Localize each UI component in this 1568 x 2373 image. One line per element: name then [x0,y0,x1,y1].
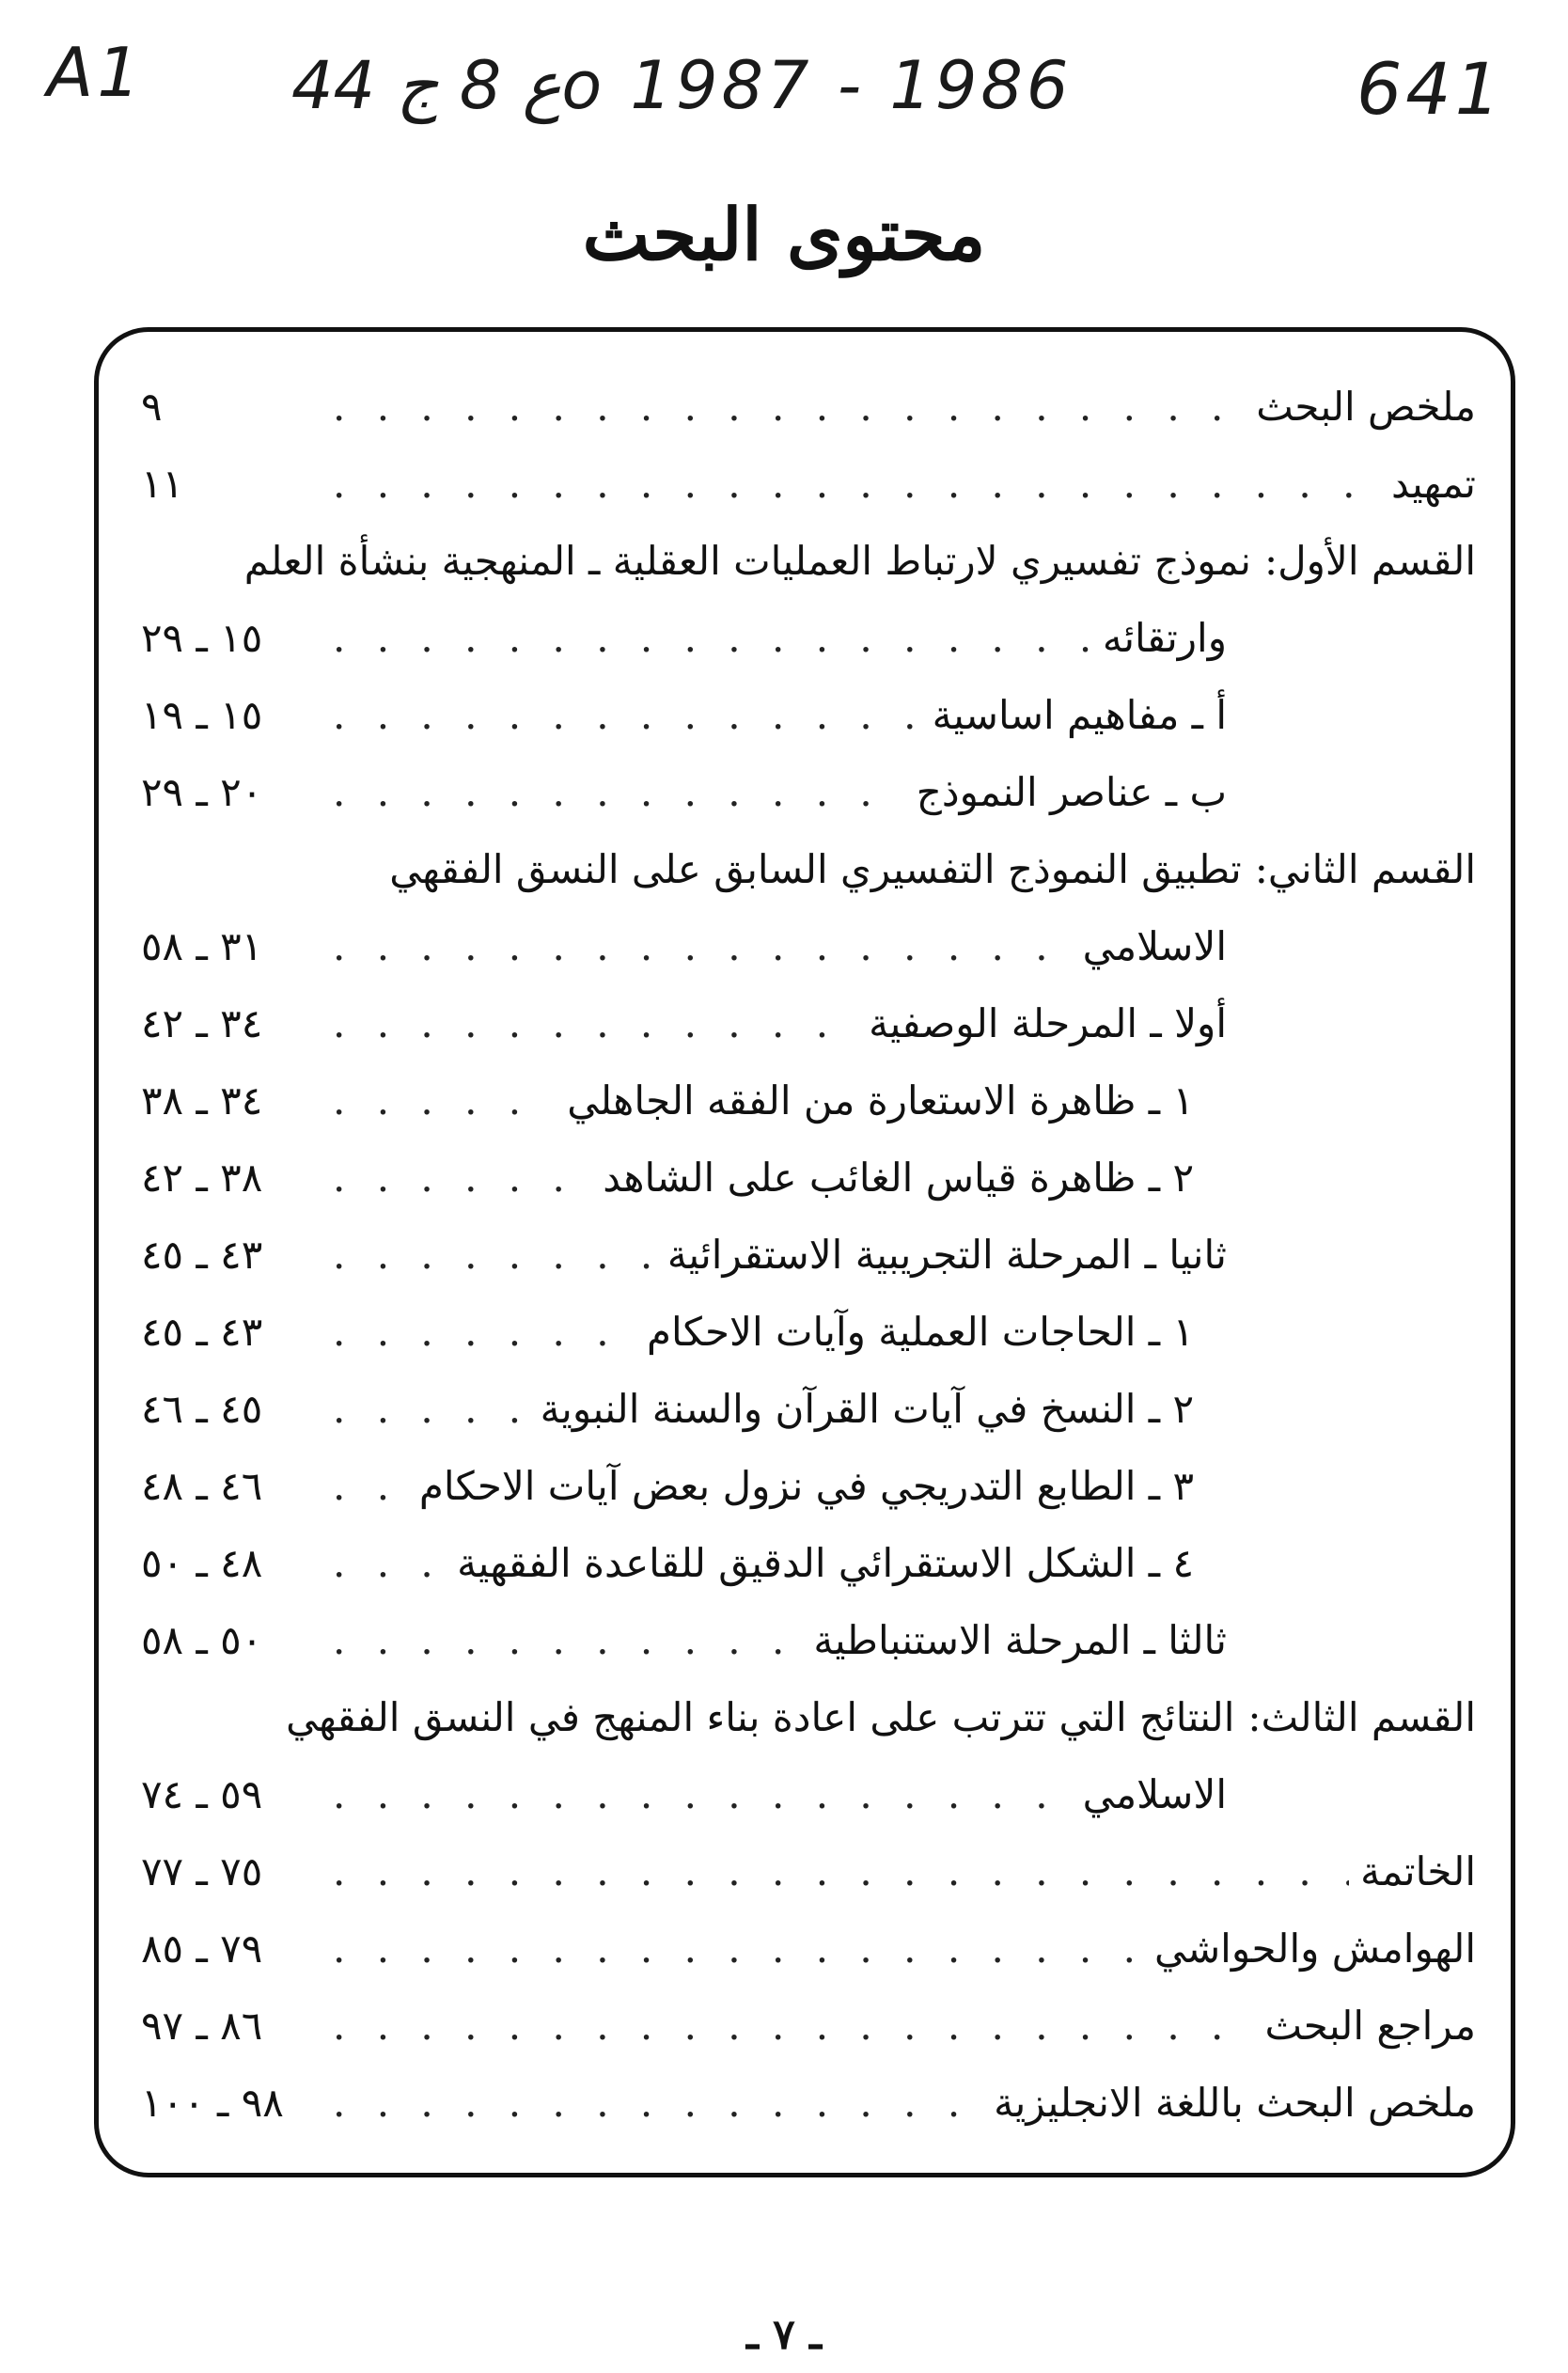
toc-page-range: ٧٥ ـ ٧٧ [141,1848,263,1894]
toc-entry-title: ١ ـ الحاجات العملية وآيات الاحكام [647,1309,1194,1355]
toc-section-title: نموذج تفسيري لارتباط العمليات العقلية ـ المنهجية بنشأة العلم [243,538,1251,584]
toc-entry-title: ٢ ـ ظاهرة قياس الغائب على الشاهد [603,1155,1194,1201]
toc-entry [141,446,1476,523]
dot-leader [333,1988,1254,2065]
toc-page-range: ٣٨ ـ ٤٢ [141,1155,263,1201]
dot-leader [333,1217,656,1294]
toc-entry-title: ٢ ـ النسخ في آيات القرآن والسنة النبوية [540,1386,1194,1432]
table-of-contents [141,369,1476,2142]
toc-entry-title: ٣ ـ الطابع التدريجي في نزول بعض آيات الاحكام [418,1463,1194,1509]
dot-leader [333,1602,802,1679]
toc-entry-title: الاسلامي [1082,923,1227,969]
toc-entry [141,1448,1476,1525]
dot-leader [333,1448,408,1525]
dot-leader [333,908,1072,985]
toc-entry-title: الخاتمة [1360,1848,1476,1894]
toc-entry [141,1525,1476,1602]
toc-page-range: ٧٩ ـ ٨٥ [141,1925,263,1972]
toc-entry-title: وارتقائه [1102,615,1227,661]
toc-section-heading [141,1679,1476,1756]
toc-entry [141,2065,1476,2142]
toc-entry [141,908,1476,985]
toc-entry-title: أولا ـ المرحلة الوصفية [869,1000,1227,1046]
toc-page-range: ٩ [141,384,163,430]
toc-section-title: النتائج التي تترتب على اعادة بناء المنهج في النسق الفقهي [286,1694,1235,1740]
toc-entry [141,1294,1476,1371]
toc-entry [141,1988,1476,2065]
toc-section-title: تطبيق النموذج التفسيري السابق على النسق الفقهي [389,846,1242,892]
toc-page-range: ٤٥ ـ ٤٦ [141,1386,263,1432]
toc-page-range: ١١ [141,461,184,507]
dot-leader [333,2065,982,2142]
toc-entry-title: ب ـ عناصر النموذج [916,769,1227,815]
toc-entry-title: الاسلامي [1082,1771,1227,1817]
toc-entry-title: ١ ـ ظاهرة الاستعارة من الفقه الجاهلي [567,1077,1194,1124]
toc-entry [141,1602,1476,1679]
page-number: ـ ٧ ـ [745,2311,823,2359]
toc-page-range: ٥٩ ـ ٧٤ [141,1771,263,1817]
dot-leader [333,985,857,1062]
toc-page-range: ٥٠ ـ ٥٨ [141,1617,263,1663]
dot-leader [333,1910,1143,1988]
handwritten-number: 641 [1356,47,1504,131]
dot-leader [333,754,905,831]
toc-entry [141,1371,1476,1448]
toc-entry-title: مراجع البحث [1264,2003,1476,2049]
dot-leader [333,600,1091,677]
dot-leader [333,677,921,754]
toc-entry [141,1062,1476,1139]
handwritten-annotation [38,28,1532,150]
dot-leader [333,1139,591,1217]
toc-entry [141,1756,1476,1833]
toc-entry [141,754,1476,831]
toc-page-range: ٣٤ ـ ٤٢ [141,1000,263,1046]
toc-page-range: ٩٨ ـ ١٠٠ [141,2080,284,2126]
dot-leader [333,1833,1349,1910]
toc-entry [141,985,1476,1062]
toc-page-range: ٤٣ ـ ٤٥ [141,1309,263,1355]
toc-page-range: ٣٤ ـ ٣٨ [141,1077,263,1124]
handwritten-reference: 44 ع 8 جo 1987 - 1986 [291,47,1073,124]
toc-page-range: ١٥ ـ ٢٩ [141,615,263,661]
toc-entry [141,677,1476,754]
toc-page-range: ٤٦ ـ ٤٨ [141,1463,263,1509]
toc-entry-title: الهوامش والحواشي [1153,1925,1476,1972]
toc-page-range: ٤٨ ـ ٥٠ [141,1540,263,1586]
dot-leader [333,1756,1072,1833]
toc-entry [141,1217,1476,1294]
toc-entry-title: ملخص البحث [1256,384,1476,430]
toc-section-heading [141,831,1476,908]
dot-leader [333,1371,529,1448]
dot-leader [333,1062,556,1139]
toc-entry-title: ٤ ـ الشكل الاستقرائي الدقيق للقاعدة الفقهية [457,1540,1194,1586]
toc-page-range: ٣١ ـ ٥٨ [141,923,263,969]
handwritten-code: A1 [47,33,145,112]
toc-entry-title: تمهيد [1390,461,1476,507]
dot-leader [333,1294,635,1371]
toc-page-range: ٢٠ ـ ٢٩ [141,769,263,815]
toc-entry [141,1910,1476,1988]
toc-section-label: القسم الثاني: [1254,846,1476,892]
dot-leader [333,1525,446,1602]
toc-entry [141,369,1476,446]
toc-entry [141,1139,1476,1217]
dot-leader [333,369,1245,446]
toc-page-range: ١٥ ـ ١٩ [141,692,263,738]
dot-leader [333,446,1380,523]
toc-entry [141,1833,1476,1910]
toc-section-label: القسم الأول: [1263,538,1476,584]
toc-entry [141,600,1476,677]
page-title: محتوى البحث [582,193,986,276]
toc-page-range: ٤٣ ـ ٤٥ [141,1232,263,1278]
toc-section-heading [141,523,1476,600]
toc-page-range: ٨٦ ـ ٩٧ [141,2003,263,2049]
toc-entry-title: ثانيا ـ المرحلة التجريبية الاستقرائية [666,1232,1227,1278]
toc-entry-title: ثالثا ـ المرحلة الاستنباطية [813,1617,1227,1663]
toc-section-label: القسم الثالث: [1247,1694,1476,1740]
toc-entry-title: أ ـ مفاهيم اساسية [932,692,1227,738]
toc-entry-title: ملخص البحث باللغة الانجليزية [994,2080,1476,2126]
